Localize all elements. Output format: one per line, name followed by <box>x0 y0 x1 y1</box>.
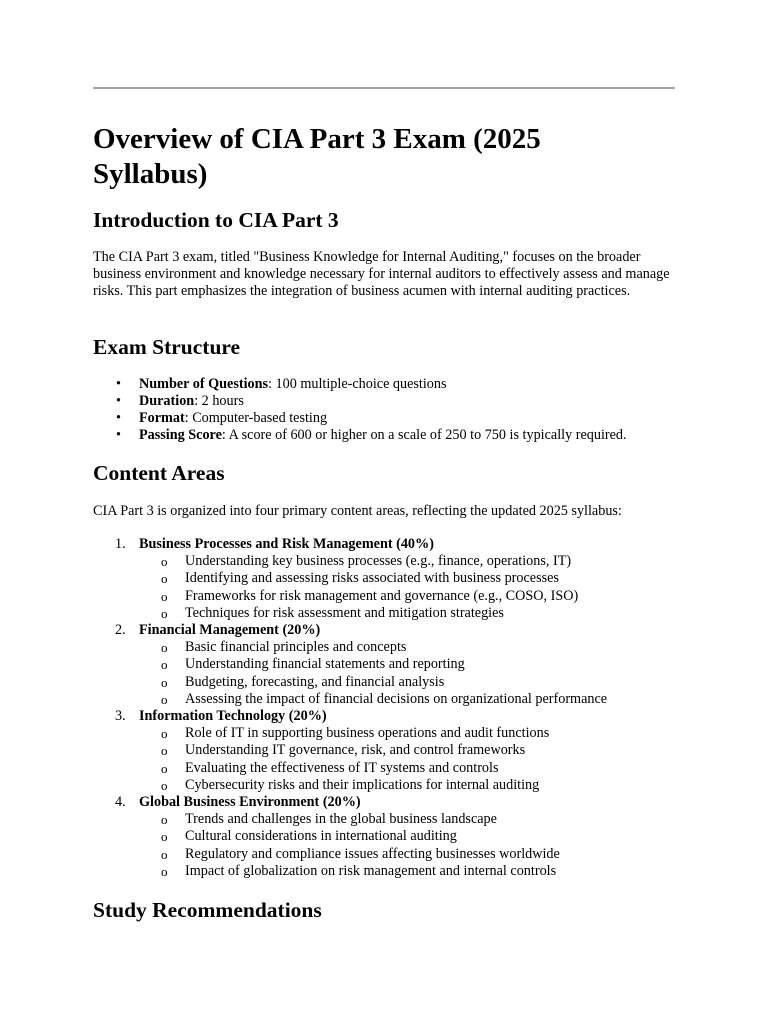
sub-item-text: Identifying and assessing risks associated with business processes <box>185 570 559 587</box>
sub-item <box>93 691 675 708</box>
sub-item-text: Understanding key business processes (e.g., finance, operations, IT) <box>185 553 572 570</box>
circle-bullet-icon: o <box>161 743 168 759</box>
circle-bullet-icon: o <box>161 657 168 673</box>
bullet-icon: • <box>116 393 121 409</box>
item-label: Passing Score <box>139 427 222 443</box>
sub-item <box>93 742 675 759</box>
sub-item-text: Understanding financial statements and reporting <box>185 656 465 673</box>
sub-item <box>93 553 675 570</box>
area-title <box>93 536 675 553</box>
sub-item-text: Impact of globalization on risk management and internal controls <box>185 862 557 879</box>
sub-item-text: Budgeting, forecasting, and financial analysis <box>185 673 445 690</box>
area-title <box>93 708 675 725</box>
sub-item <box>93 811 675 828</box>
sub-item <box>93 828 675 845</box>
sub-item <box>93 725 675 742</box>
circle-bullet-icon: o <box>161 760 168 776</box>
item-label: Duration <box>139 393 195 409</box>
list-item <box>93 427 627 444</box>
content-areas-heading: Content Areas <box>93 461 225 485</box>
item-label: Format <box>139 410 185 426</box>
sub-item-text: Cultural considerations in international auditing <box>185 828 457 845</box>
circle-bullet-icon: o <box>161 846 168 862</box>
sub-item-text: Basic financial principles and concepts <box>185 639 407 656</box>
exam-structure-heading: Exam Structure <box>93 335 241 359</box>
sub-item <box>93 760 675 777</box>
circle-bullet-icon: o <box>161 588 168 604</box>
area-title <box>93 622 675 639</box>
content-areas-list <box>93 536 675 880</box>
item-text: : 100 multiple-choice questions <box>268 376 447 392</box>
exam-structure-list <box>93 376 627 444</box>
area-title-text: Business Processes and Risk Management (40%) <box>139 536 434 552</box>
circle-bullet-icon: o <box>161 777 168 793</box>
sub-item <box>93 639 675 656</box>
area-title-text: Global Business Environment (20%) <box>139 794 361 811</box>
list-item <box>93 410 627 427</box>
document-title: Overview of CIA Part 3 Exam (2025 Syllabus) <box>93 123 541 190</box>
area-number: 3. <box>115 708 126 725</box>
sub-item <box>93 605 675 622</box>
circle-bullet-icon: o <box>161 640 168 656</box>
sub-item-text: Role of IT in supporting business operations and audit functions <box>185 725 550 742</box>
area-number: 1. <box>115 536 126 552</box>
area-title-text: Information Technology (20%) <box>139 708 327 725</box>
sub-item <box>93 863 675 880</box>
circle-bullet-icon: o <box>161 726 168 742</box>
sub-item-text: Evaluating the effectiveness of IT systems and controls <box>185 759 499 776</box>
area-title-text: Financial Management (20%) <box>139 622 321 639</box>
sub-item-text: Understanding IT governance, risk, and control frameworks <box>185 742 526 759</box>
area-title <box>93 794 675 811</box>
study-heading: Study Recommendations <box>93 898 322 922</box>
area-number: 4. <box>115 794 126 811</box>
bullet-icon: • <box>116 427 121 443</box>
circle-bullet-icon: o <box>161 674 168 690</box>
sub-item <box>93 846 675 863</box>
sub-item <box>93 570 675 587</box>
item-text: : Computer-based testing <box>184 410 328 426</box>
sub-item-text: Frameworks for risk management and governance (e.g., COSO, ISO) <box>185 587 579 604</box>
bullet-icon: • <box>116 410 121 426</box>
sub-item-text: Assessing the impact of financial decisions on organizational performance <box>185 690 608 707</box>
circle-bullet-icon: o <box>161 605 168 621</box>
list-item <box>93 393 627 410</box>
item-label: Number of Questions <box>139 376 269 392</box>
content-areas-intro: CIA Part 3 is organized into four primary content areas, reflecting the updated 2025 syllabus: <box>93 503 622 519</box>
horizontal-rule <box>93 87 675 89</box>
area-number: 2. <box>115 622 126 639</box>
bullet-icon: • <box>116 376 121 392</box>
sub-item-text: Cybersecurity risks and their implications for internal auditing <box>185 776 540 793</box>
sub-item-text: Trends and challenges in the global business landscape <box>185 811 497 828</box>
intro-heading: Introduction to CIA Part 3 <box>93 208 339 232</box>
circle-bullet-icon: o <box>161 812 168 828</box>
circle-bullet-icon: o <box>161 829 168 845</box>
item-text: : A score of 600 or higher on a scale of 250 to 750 is typically required. <box>221 427 627 443</box>
circle-bullet-icon: o <box>161 691 168 707</box>
circle-bullet-icon: o <box>161 863 168 879</box>
circle-bullet-icon: o <box>161 554 168 570</box>
item-text: : 2 hours <box>194 393 244 409</box>
circle-bullet-icon: o <box>161 571 168 587</box>
sub-item <box>93 777 675 794</box>
sub-item-text: Techniques for risk assessment and mitigation strategies <box>185 604 504 621</box>
intro-paragraph: The CIA Part 3 exam, titled "Business Knowledge for Internal Auditing," focuses on the broader business environment and knowledge necessary for internal auditors to effectively assess and manage risks. This part emphasizes the integration of business acumen with internal auditing practices. <box>93 249 670 299</box>
sub-item <box>93 656 675 673</box>
sub-item-text: Regulatory and compliance issues affecting businesses worldwide <box>185 845 560 862</box>
sub-item <box>93 674 675 691</box>
list-item <box>93 376 627 393</box>
sub-item <box>93 588 675 605</box>
